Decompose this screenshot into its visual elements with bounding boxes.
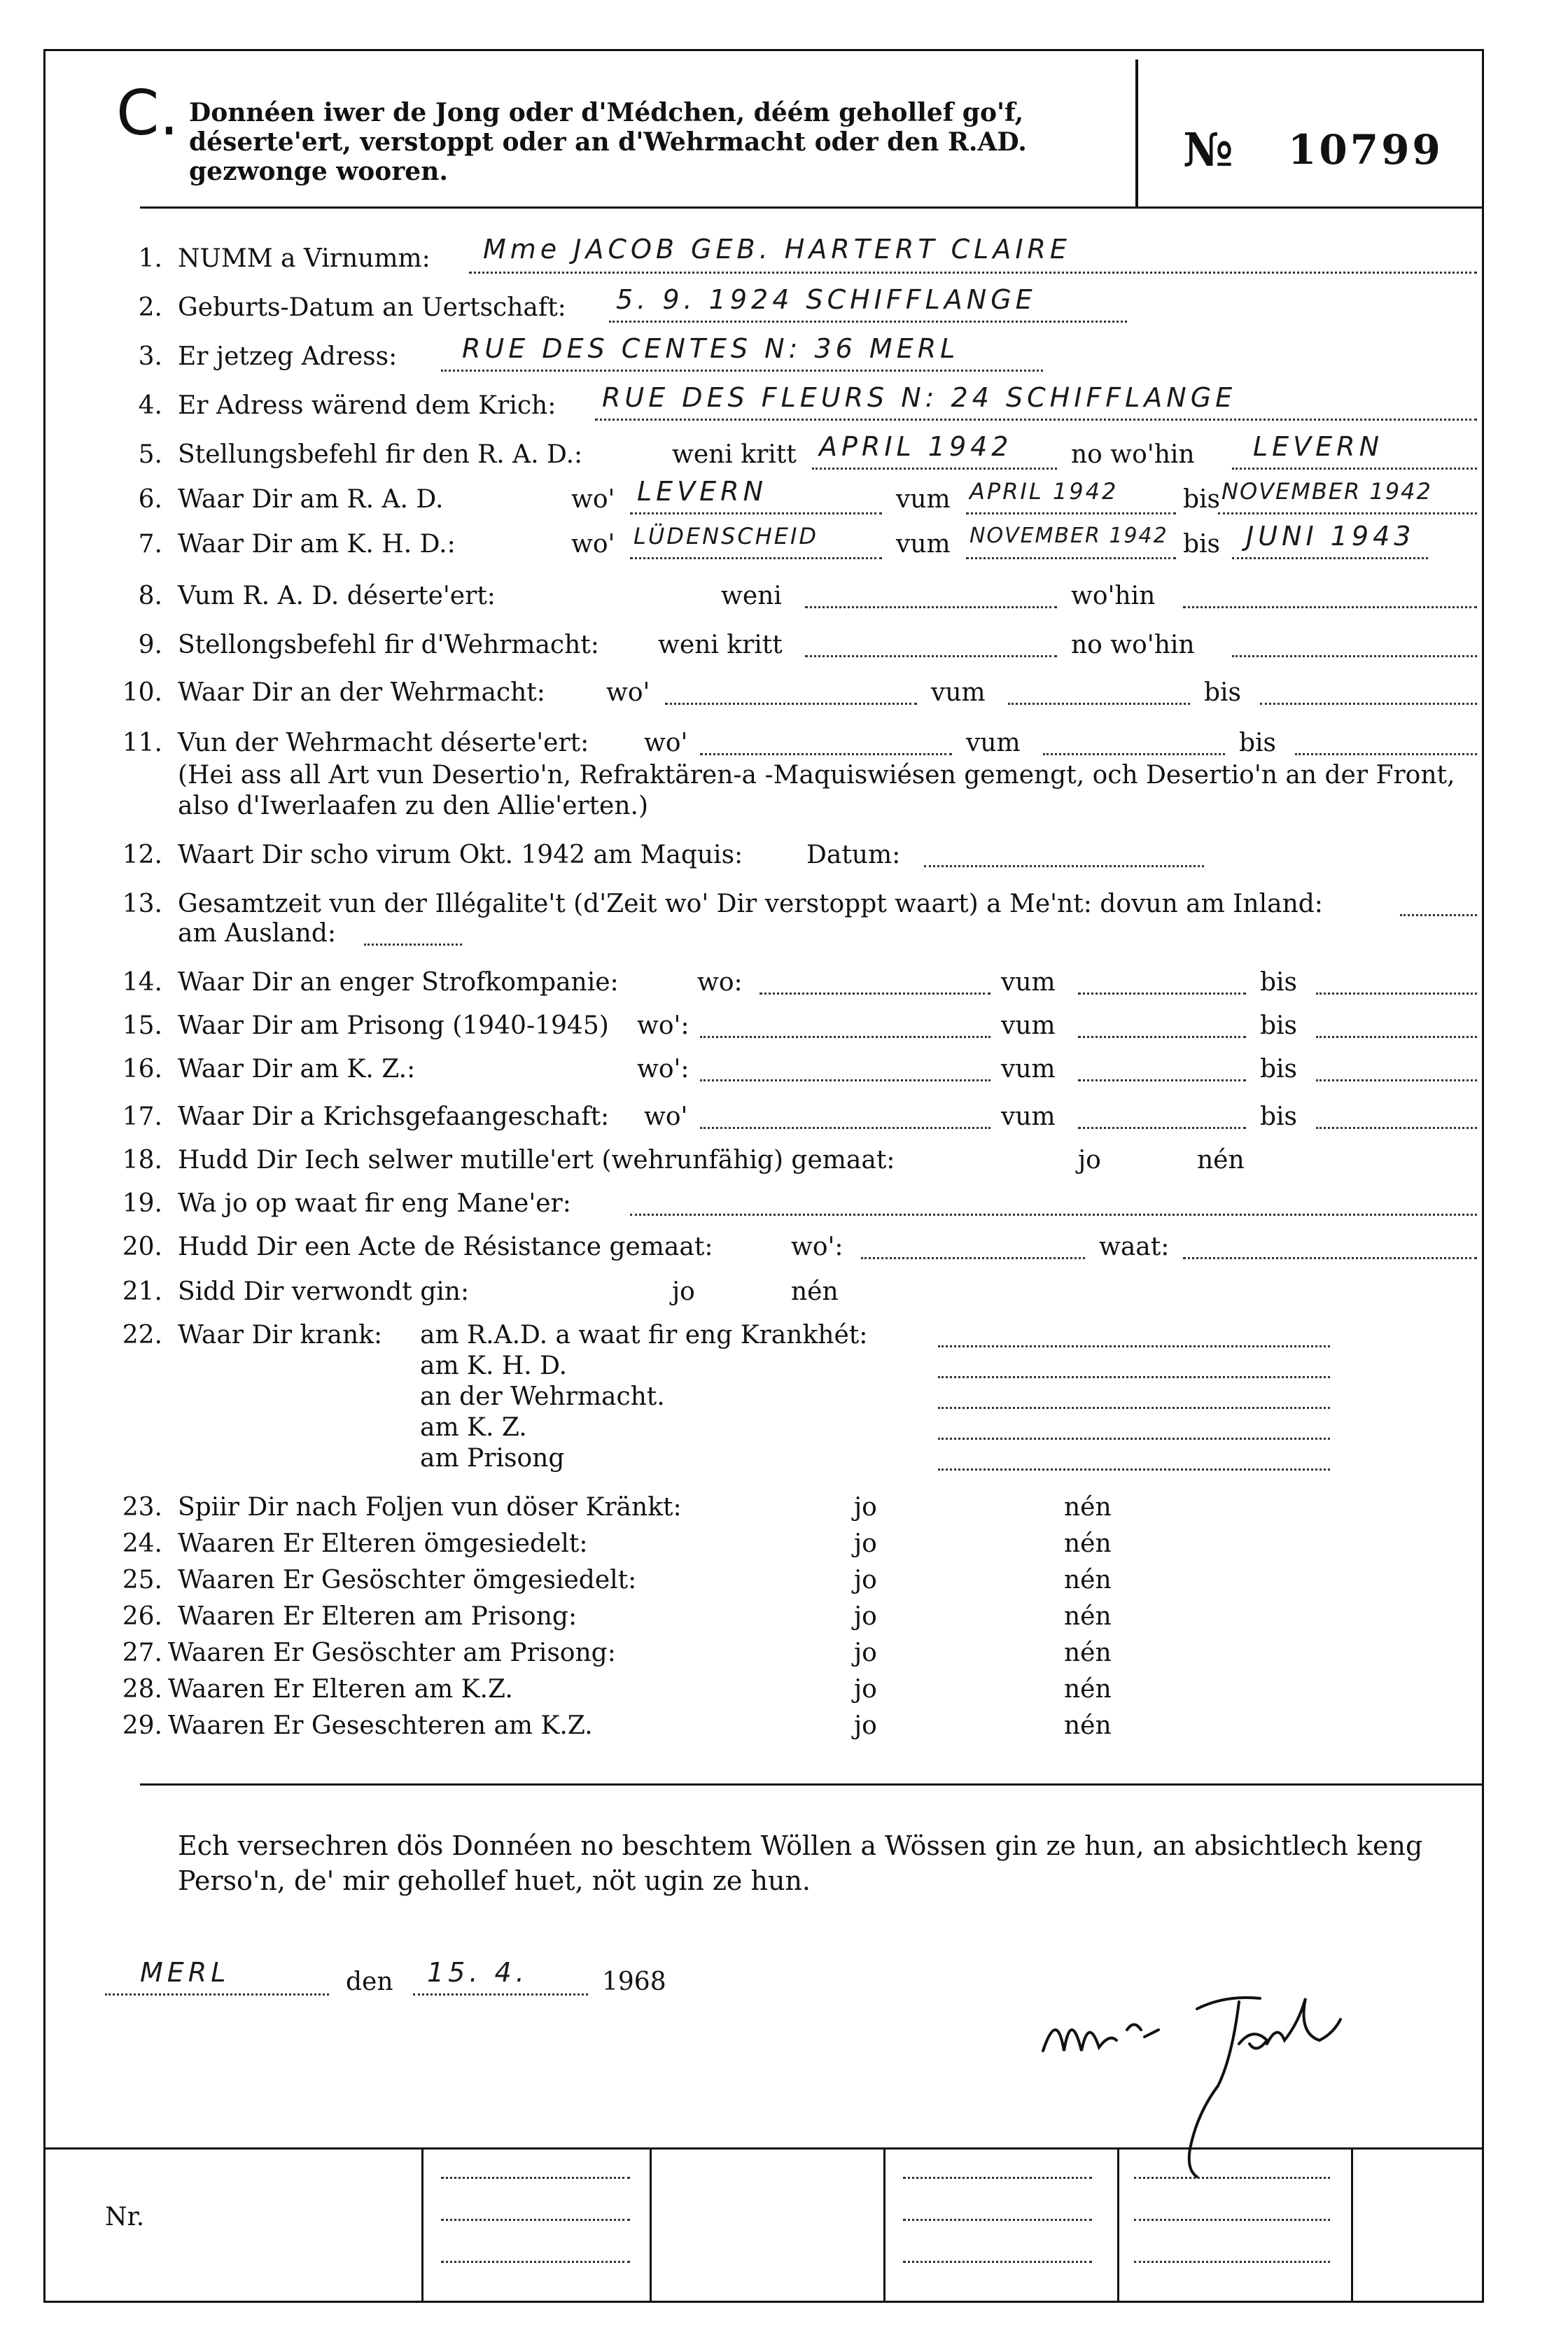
fill-line[interactable] [938, 1407, 1330, 1409]
fill-line[interactable] [441, 370, 1043, 372]
row-label: Stellongsbefehl fir d'Wehrmacht: [178, 631, 599, 659]
fill-line[interactable] [1316, 1036, 1477, 1038]
form-number: 10799 [1288, 126, 1443, 174]
fill-line[interactable] [609, 321, 1127, 323]
option-no[interactable]: nén [1064, 1639, 1112, 1667]
row-number: 26. [122, 1602, 162, 1631]
option-no[interactable]: nén [1197, 1146, 1245, 1174]
number-sign: № [1183, 122, 1233, 177]
option-no[interactable]: nén [1064, 1566, 1112, 1594]
row-number: 8. [138, 582, 162, 610]
row-label: Hudd Dir een Acte de Résistance gemaat: [178, 1233, 713, 1261]
row-label: vum [1001, 968, 1056, 997]
handwritten-value: LEVERN [1253, 431, 1384, 462]
row-label: weni [721, 582, 782, 610]
row-label: Er jetzeg Adress: [178, 342, 398, 371]
signature-text: Mme Jacob [1057, 2198, 1061, 2199]
fill-line[interactable] [1078, 1079, 1246, 1081]
fill-line[interactable] [1316, 1079, 1477, 1081]
fill-line[interactable] [1400, 914, 1477, 916]
nr-label: Nr. [105, 2203, 145, 2231]
fill-line[interactable] [1078, 1036, 1246, 1038]
fill-line[interactable] [1183, 606, 1477, 608]
grid-divider [1117, 2147, 1119, 2303]
option-yes[interactable]: jo [854, 1711, 877, 1740]
grid-divider [883, 2147, 886, 2303]
header-divider [1135, 59, 1138, 206]
row-label: Waaren Er Elteren am Prisong: [178, 1602, 578, 1631]
row-number: 29. [122, 1711, 162, 1740]
row-number: 7. [138, 530, 162, 559]
option-no[interactable]: nén [791, 1277, 839, 1306]
row-label: Gesamtzeit vun der Illégalite't (d'Zeit wo' Dir verstoppt waart) a Me'nt: dovun am Inland: [178, 890, 1323, 918]
row-label: Waar Dir am K. H. D.: [178, 530, 456, 559]
row-number: 5. [138, 440, 162, 469]
place-line[interactable] [105, 1993, 329, 1996]
row-label: Waar Dir am R. A. D. [178, 485, 444, 514]
section-separator [140, 1783, 1484, 1786]
grid-line[interactable] [1134, 2177, 1330, 2179]
fill-line[interactable] [1295, 753, 1477, 755]
fill-line[interactable] [938, 1376, 1330, 1378]
option-yes[interactable]: jo [854, 1639, 877, 1667]
fill-line[interactable] [861, 1257, 1085, 1259]
row-label: bis [1183, 530, 1221, 559]
option-no[interactable]: nén [1064, 1602, 1112, 1631]
row-label: bis [1183, 485, 1221, 514]
row-number: 10. [122, 678, 162, 707]
fill-line[interactable] [469, 272, 1477, 274]
fill-line[interactable] [1232, 468, 1477, 470]
option-yes[interactable]: jo [854, 1566, 877, 1594]
option-yes[interactable]: jo [854, 1493, 877, 1522]
grid-divider [1351, 2147, 1353, 2303]
fill-line[interactable] [700, 1127, 990, 1129]
row-number: 25. [122, 1566, 162, 1594]
fill-line[interactable] [1316, 1127, 1477, 1129]
row-label: wo' [606, 678, 650, 707]
row-label: Waar Dir am Prisong (1940-1945) [178, 1011, 609, 1040]
row-label: vum [931, 678, 986, 707]
row-label: bis [1260, 1055, 1298, 1084]
grid-line[interactable] [903, 2177, 1092, 2179]
row-label: bis [1239, 729, 1277, 757]
row-number: 20. [122, 1233, 162, 1261]
row-label: wo' [571, 530, 615, 559]
row-label: vum [1001, 1055, 1056, 1084]
row-label: vum [896, 485, 951, 514]
row-label: weni kritt [658, 631, 783, 659]
header-underline [140, 206, 1484, 209]
handwritten-date: 15. 4. [427, 1957, 528, 1988]
handwritten-value: NOVEMBER 1942 [1222, 478, 1432, 505]
row-label: wo'hin [1071, 582, 1156, 610]
handwritten-war-address: RUE DES FLEURS N: 24 SCHIFFLANGE [602, 382, 1237, 413]
row-label: waat: [1099, 1233, 1170, 1261]
row-number: 15. [122, 1011, 162, 1040]
handwritten-value: APRIL 1942 [969, 478, 1119, 505]
handwritten-value: LÜDENSCHEID [634, 523, 819, 549]
row-label: wo': [637, 1011, 690, 1040]
option-no[interactable]: nén [1064, 1711, 1112, 1740]
fill-line[interactable] [938, 1468, 1330, 1471]
fill-line[interactable] [1232, 655, 1477, 657]
fill-line[interactable] [630, 512, 882, 514]
date-line[interactable] [413, 1993, 588, 1996]
row-label: wo' [644, 729, 688, 757]
option-no[interactable]: nén [1064, 1675, 1112, 1704]
row-label: no wo'hin [1071, 631, 1195, 659]
option-yes[interactable]: jo [854, 1529, 877, 1558]
grid-line[interactable] [903, 2219, 1092, 2221]
handwritten-value: NOVEMBER 1942 [969, 524, 1168, 548]
row-label: weni kritt [672, 440, 797, 469]
option-yes[interactable]: jo [854, 1602, 877, 1631]
row-label: Waar Dir krank: [178, 1321, 383, 1349]
row-label: Spiir Dir nach Foljen vun döser Kränkt: [178, 1493, 682, 1522]
row-number: 2. [138, 293, 162, 322]
row-label: vum [896, 530, 951, 559]
row-number: 27. [122, 1639, 162, 1667]
row-label: Vum R. A. D. déserte'ert: [178, 582, 496, 610]
row-sublabel: am K. H. D. [420, 1352, 568, 1380]
row-label: Sidd Dir verwondt gin: [178, 1277, 470, 1306]
row-label: wo': [637, 1055, 690, 1084]
row-number: 14. [122, 968, 162, 997]
option-yes[interactable]: jo [672, 1277, 695, 1306]
row-label: bis [1260, 1011, 1298, 1040]
row-label: wo': [791, 1233, 844, 1261]
grid-line[interactable] [1134, 2261, 1330, 2263]
year: 1968 [602, 1968, 666, 1996]
fill-line[interactable] [630, 1214, 1477, 1216]
section-letter: C. [116, 77, 179, 149]
fill-line[interactable] [1043, 753, 1225, 755]
fill-line[interactable] [938, 1345, 1330, 1347]
handwritten-name: Mme JACOB GEB. HARTERT CLAIRE [483, 234, 1071, 265]
fill-line[interactable] [938, 1438, 1330, 1440]
row-label: Waaren Er Geseschteren am K.Z. [168, 1711, 593, 1740]
option-yes[interactable]: jo [854, 1675, 877, 1704]
grid-line[interactable] [441, 2219, 630, 2221]
option-no[interactable]: nén [1064, 1493, 1112, 1522]
declaration: Ech versechren dös Donnéen no beschtem Wöllen a Wössen gin ze hun, an absichtlech keng Perso'n, de' mir gehollef huet, nöt ugin ze hun. [178, 1830, 1423, 1896]
row-label: bis [1260, 968, 1298, 997]
row-number: 1. [138, 244, 162, 273]
office-grid [43, 2147, 1484, 2303]
row-number: 19. [122, 1189, 162, 1218]
row-number: 4. [138, 391, 162, 420]
fill-line[interactable] [760, 993, 990, 995]
fill-line[interactable] [1008, 703, 1190, 705]
row-label: Wa jo op waat fir eng Mane'er: [178, 1189, 571, 1218]
row-number: 13. [122, 890, 162, 918]
row-label: Waar Dir an der Wehrmacht: [178, 678, 545, 707]
grid-line[interactable] [1134, 2219, 1330, 2221]
row-label: vum [966, 729, 1021, 757]
row-number: 12. [122, 841, 162, 869]
row-number: 17. [122, 1102, 162, 1131]
row-number: 22. [122, 1321, 162, 1349]
row-label: Datum: [806, 841, 901, 869]
row-label: Hudd Dir Iech selwer mutille'ert (wehrunfähig) gemaat: [178, 1146, 895, 1174]
grid-line[interactable] [441, 2177, 630, 2179]
grid-divider [650, 2147, 652, 2303]
option-yes[interactable]: jo [1078, 1146, 1101, 1174]
handwritten-address: RUE DES CENTES N: 36 MERL [462, 333, 960, 364]
handwritten-birth: 5. 9. 1924 SCHIFFLANGE [616, 284, 1037, 315]
fill-line[interactable] [805, 655, 1057, 657]
row-label: Stellungsbefehl fir den R. A. D.: [178, 440, 583, 469]
row-label: wo' [644, 1102, 688, 1131]
row-label: Waaren Er Gesöschter ömgesiedelt: [178, 1566, 637, 1594]
option-no[interactable]: nén [1064, 1529, 1112, 1558]
handwritten-value: LEVERN [637, 476, 768, 507]
row-number: 24. [122, 1529, 162, 1558]
row-label: Waar Dir a Krichsgefaangeschaft: [178, 1102, 610, 1131]
row-label: vum [1001, 1011, 1056, 1040]
fill-line[interactable] [805, 606, 1057, 608]
row-sublabel: am R.A.D. a waat fir eng Krankhét: [420, 1321, 868, 1349]
fill-line[interactable] [700, 1079, 990, 1081]
row-label: Vun der Wehrmacht déserte'ert: [178, 729, 589, 757]
row-label: Waar Dir an enger Strofkompanie: [178, 968, 619, 997]
grid-divider [421, 2147, 424, 2303]
fill-line[interactable] [700, 1036, 990, 1038]
row-label: Er Adress wärend dem Krich: [178, 391, 556, 420]
row-label: vum [1001, 1102, 1056, 1131]
fill-line[interactable] [665, 703, 917, 705]
fill-line[interactable] [966, 557, 1176, 559]
fill-line[interactable] [1316, 993, 1477, 995]
fill-line[interactable] [966, 512, 1176, 514]
row-number: 28. [122, 1675, 162, 1704]
date-prefix: den [346, 1968, 393, 1996]
fill-line[interactable] [924, 865, 1204, 867]
row-number: 6. [138, 485, 162, 514]
fill-line[interactable] [1078, 1127, 1246, 1129]
row-sublabel: an der Wehrmacht. [420, 1382, 665, 1411]
handwritten-value: JUNI 1943 [1246, 521, 1415, 552]
handwritten-place: MERL [140, 1957, 230, 1988]
fill-line[interactable] [364, 944, 462, 946]
handwritten-value: APRIL 1942 [819, 431, 1013, 462]
row-label: wo: [697, 968, 743, 997]
row-number: 11. [122, 729, 162, 757]
row-label: Waar Dir am K. Z.: [178, 1055, 416, 1084]
row-label: no wo'hin [1071, 440, 1195, 469]
fill-line[interactable] [595, 419, 1477, 421]
row-label: bis [1260, 1102, 1298, 1131]
row-label: Waaren Er Elteren am K.Z. [168, 1675, 513, 1704]
note-desertion: (Hei ass all Art vun Desertio'n, Refraktären-a -Maquiswiésen gemengt, och Desertio'n an der Front, also d'Iwerlaafen zu den Allie'erten.) [178, 761, 1455, 820]
row-number: 3. [138, 342, 162, 371]
fill-line[interactable] [630, 557, 882, 559]
row-sublabel: am Prisong [420, 1444, 565, 1473]
row-label: am Ausland: [178, 919, 337, 948]
row-label: Geburts-Datum an Uertschaft: [178, 293, 566, 322]
row-number: 9. [138, 631, 162, 659]
fill-line[interactable] [1078, 993, 1246, 995]
fill-line[interactable] [700, 753, 952, 755]
row-label: Waaren Er Gesöschter am Prisong: [168, 1639, 616, 1667]
row-number: 21. [122, 1277, 162, 1306]
row-number: 16. [122, 1055, 162, 1084]
fill-line[interactable] [812, 468, 1057, 470]
row-label: bis [1204, 678, 1242, 707]
fill-line[interactable] [1232, 557, 1428, 559]
fill-line[interactable] [1218, 512, 1477, 514]
row-label: Waaren Er Elteren ömgesiedelt: [178, 1529, 588, 1558]
row-sublabel: am K. Z. [420, 1413, 527, 1442]
grid-line[interactable] [903, 2261, 1092, 2263]
section-title: Donnéen iwer de Jong oder d'Médchen, déém gehollef go'f, déserte'ert, verstoppt oder an d'Wehrmacht oder den R.AD. gezwonge wooren. [189, 98, 1027, 186]
row-number: 18. [122, 1146, 162, 1174]
row-label: NUMM a Virnumm: [178, 244, 430, 273]
fill-line[interactable] [1183, 1257, 1477, 1259]
fill-line[interactable] [1260, 703, 1477, 705]
grid-line[interactable] [441, 2261, 630, 2263]
row-label: Waart Dir scho virum Okt. 1942 am Maquis: [178, 841, 743, 869]
row-label: wo' [571, 485, 615, 514]
row-number: 23. [122, 1493, 162, 1522]
